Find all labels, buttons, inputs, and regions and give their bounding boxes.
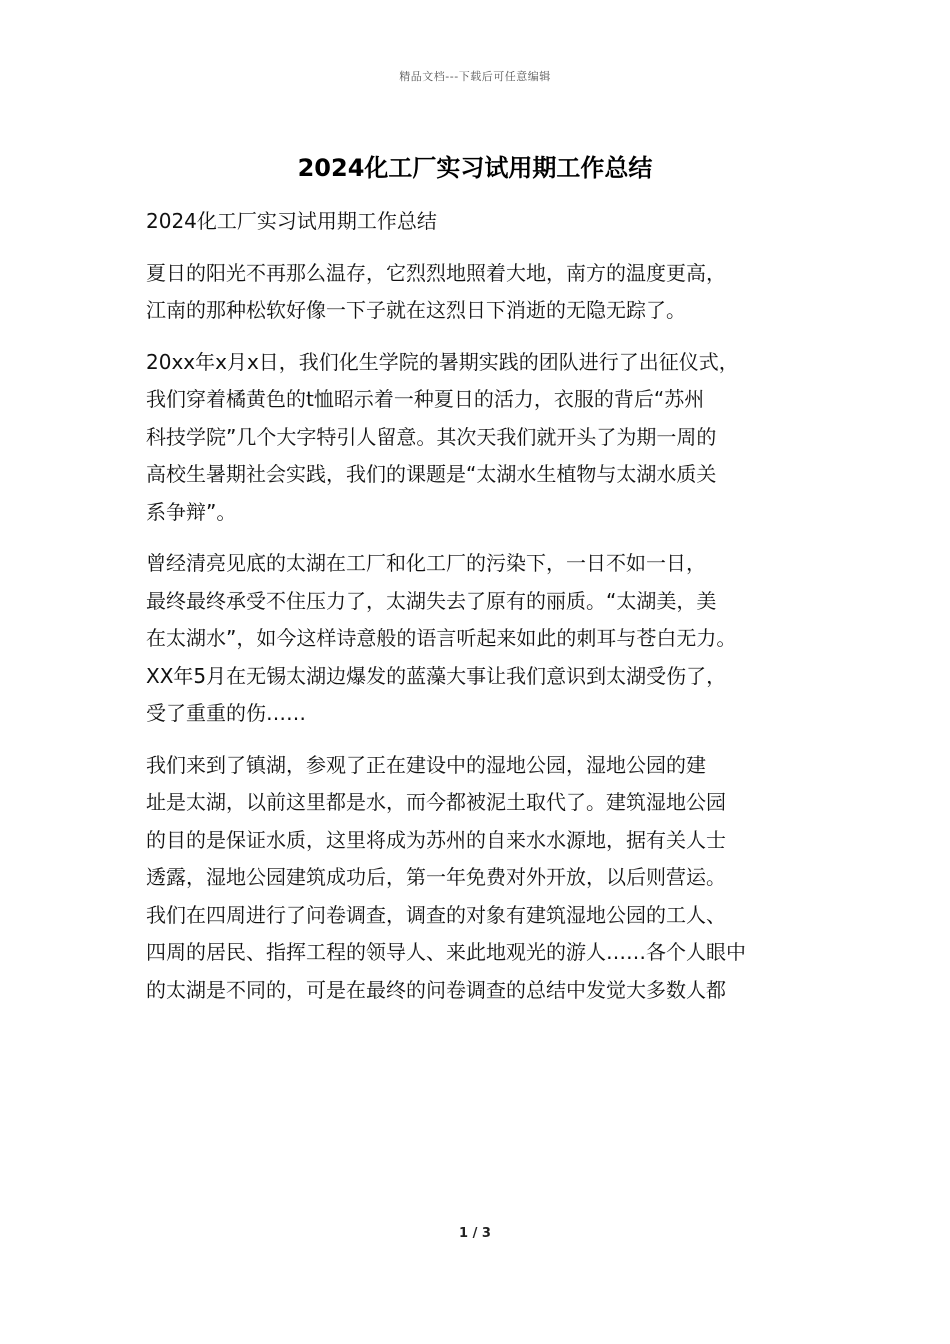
document-body (146, 203, 818, 1023)
document-title: 2024化工厂实习试用期工作总结 (297, 154, 653, 182)
text-line: 的目的是保证水质，这里将成为苏州的自来水水源地，据有关人士 (146, 827, 726, 852)
text-line: 2024化工厂实习试用期工作总结 (146, 209, 437, 233)
paragraph (146, 344, 818, 532)
text-line: 最终最终承受不住压力了，太湖失去了原有的丽质。“太湖美，美 (146, 588, 717, 613)
text-line: 曾经清亮见底的太湖在工厂和化工厂的污染下，一日不如一日， (146, 551, 706, 575)
text-line: 四周的居民、指挥工程的领导人、来此地观光的游人……各个人眼中 (146, 940, 746, 964)
text-line: 我们穿着橘黄色的t恤昭示着一种夏日的活力，衣服的背后“苏州 (146, 387, 705, 411)
text-line: 江南的那种松软好像一下子就在这烈日下消逝的无隐无踪了。 (146, 298, 686, 322)
paragraph (146, 255, 818, 330)
page-number: 1 / 3 (459, 1226, 491, 1241)
text-line: 址是太湖，以前这里都是水，而今都被泥土取代了。建筑湿地公园 (146, 790, 726, 814)
page-header: 精品文档---下载后可任意编辑 (399, 70, 551, 83)
text-line: 透露，湿地公园建筑成功后，第一年免费对外开放，以后则营运。 (146, 865, 726, 889)
text-line: 科技学院”几个大字特引人留意。其次天我们就开头了为期一周的 (146, 424, 717, 449)
text-line: 我们来到了镇湖，参观了正在建设中的湿地公园，湿地公园的建 (146, 752, 706, 777)
text-line: 夏日的阳光不再那么温存，它烈烈地照着大地，南方的温度更高， (146, 260, 726, 285)
text-line: 20xx年x月x日，我们化生学院的暑期实践的团队进行了出征仪式， (146, 349, 739, 374)
text-line: 系争辩”。 (146, 499, 237, 524)
text-line: 在太湖水”，如今这样诗意般的语言听起来如此的刺耳与苍白无力。 (146, 626, 737, 650)
text-line: 我们在四周进行了问卷调查，调查的对象有建筑湿地公园的工人、 (146, 902, 726, 927)
paragraph (146, 747, 818, 1010)
text-line: 的太湖是不同的，可是在最终的问卷调查的总结中发觉大多数人都 (146, 977, 726, 1002)
text-line: 受了重重的伤…… (146, 701, 306, 725)
paragraph (146, 545, 818, 733)
paragraph (146, 203, 818, 241)
text-line: XX年5月在无锡太湖边爆发的蓝藻大事让我们意识到太湖受伤了， (146, 663, 727, 688)
text-line: 高校生暑期社会实践，我们的课题是“太湖水生植物与太湖水质关 (146, 462, 717, 486)
